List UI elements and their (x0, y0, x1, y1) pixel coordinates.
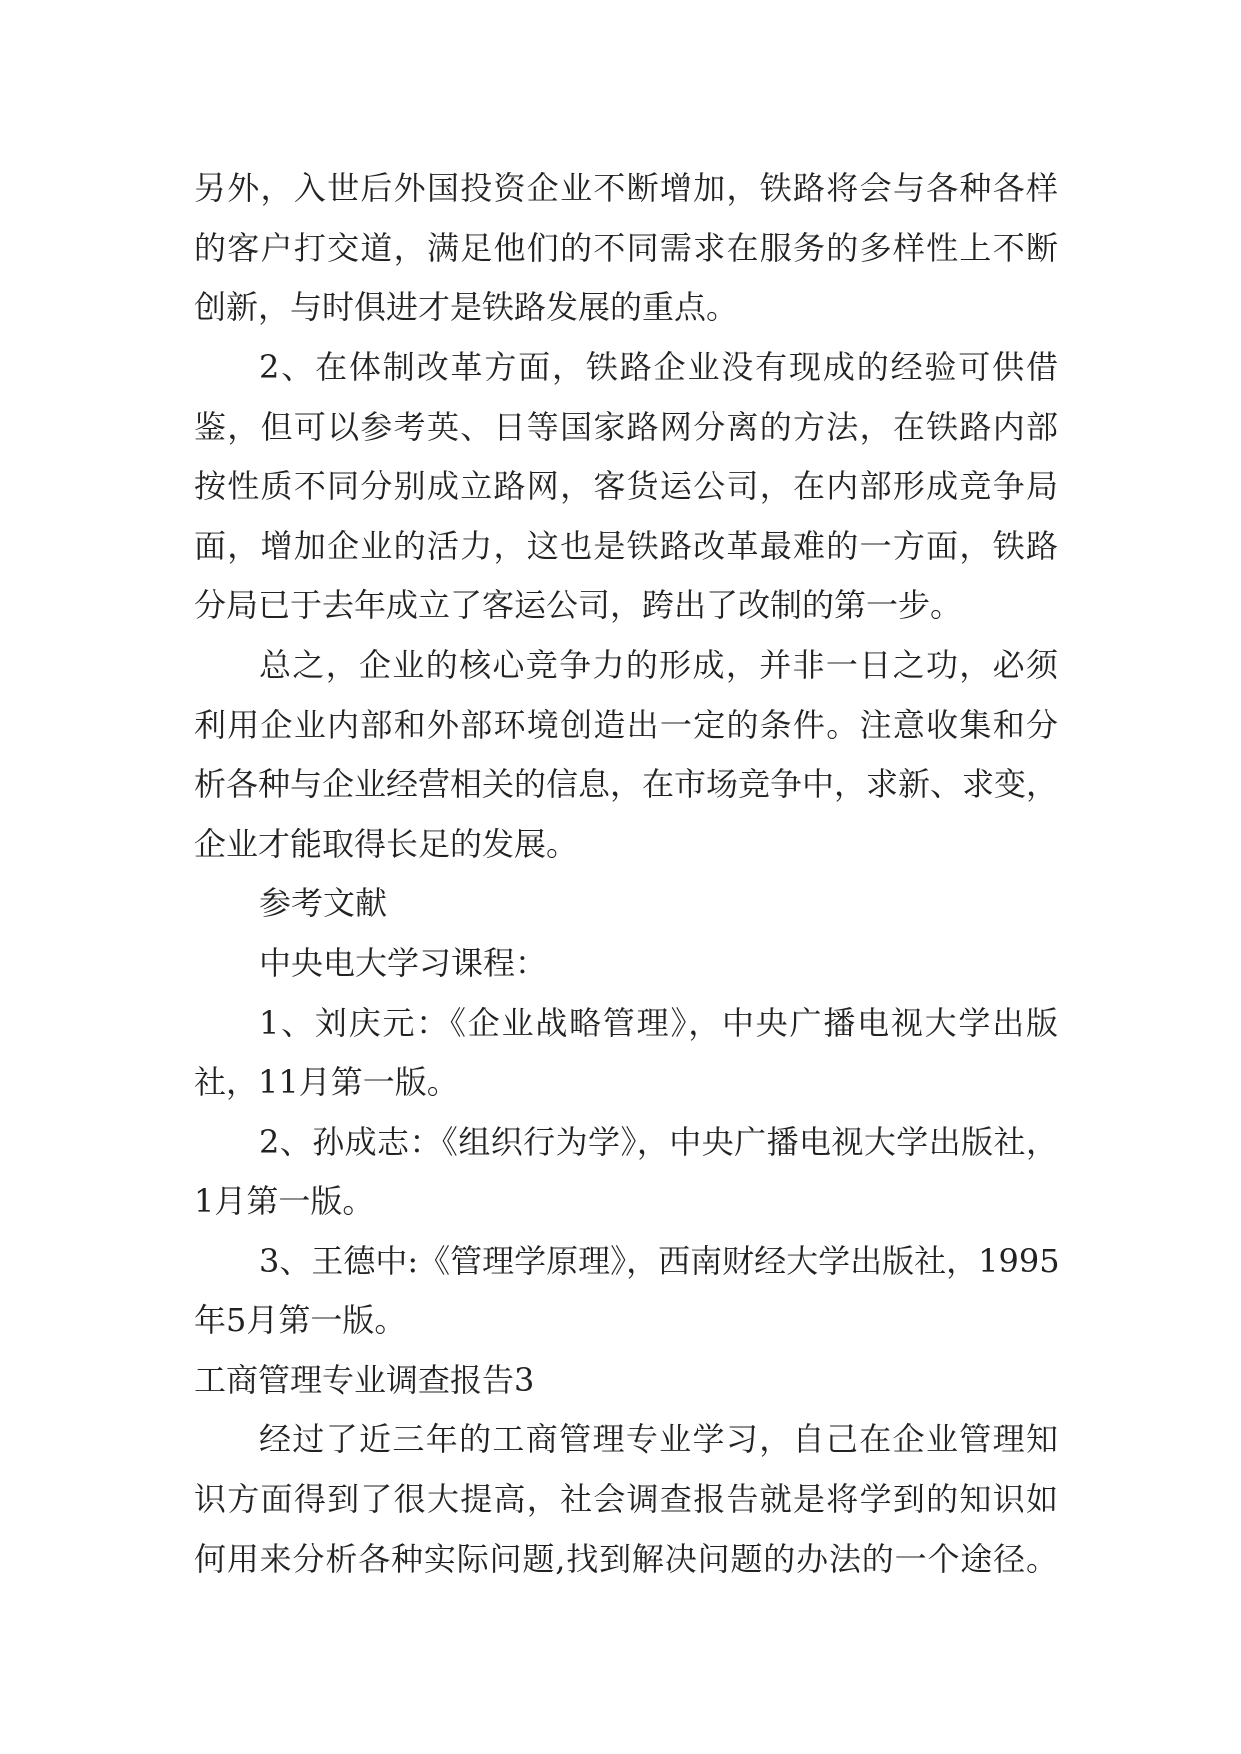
text-line: 另外，入世后外国投资企业不断增加，铁路将会与各种各样 (194, 169, 1058, 207)
references-heading: 参考文献 (259, 884, 388, 922)
paragraph-start-line: 总之，企业的核心竞争力的形成，并非一日之功，必须 (259, 646, 1058, 684)
text-line: 鉴，但可以参考英、日等国家路网分离的方法，在铁路内部 (194, 408, 1058, 446)
paragraph-start-line: 2、在体制改革方面，铁路企业没有现成的经验可供借 (259, 348, 1058, 386)
text-line: 年5月第一版。 (194, 1301, 407, 1339)
text-line: 社，11月第一版。 (194, 1063, 459, 1101)
text-line: 利用企业内部和外部环境创造出一定的条件。注意收集和分 (194, 706, 1058, 744)
section-heading: 工商管理专业调查报告3 (194, 1361, 535, 1399)
reference-item: 1、刘庆元：《企业战略管理》，中央广播电视大学出版 (259, 1004, 1058, 1042)
text-line: 企业才能取得长足的发展。 (194, 825, 579, 863)
text-line: 分局已于去年成立了客运公司，跨出了改制的第一步。 (194, 586, 963, 624)
references-subheading: 中央电大学习课程： (259, 944, 548, 982)
reference-item: 2、孙成志：《组织行为学》，中央广播电视大学出版社， (259, 1123, 1058, 1161)
text-line: 面，增加企业的活力，这也是铁路改革最难的一方面，铁路 (194, 527, 1058, 565)
text-line: 1月第一版。 (194, 1182, 375, 1220)
paragraph-start-line: 经过了近三年的工商管理专业学习，自己在企业管理知 (259, 1420, 1058, 1458)
reference-item: 3、王德中:《管理学原理》，西南财经大学出版社，1995 (259, 1242, 1060, 1280)
text-line: 析各种与企业经营相关的信息，在市场竞争中，求新、求变， (194, 765, 1059, 803)
text-line: 识方面得到了很大提高，社会调查报告就是将学到的知识如 (194, 1480, 1058, 1518)
text-line: 何用来分析各种实际问题,找到解决问题的办法的一个途径。 (194, 1540, 1058, 1578)
text-line: 创新，与时俱进才是铁路发展的重点。 (194, 288, 739, 326)
text-line: 按性质不同分别成立路网，客货运公司，在内部形成竞争局 (194, 467, 1058, 505)
text-line: 的客户打交道，满足他们的不同需求在服务的多样性上不断 (194, 229, 1058, 267)
